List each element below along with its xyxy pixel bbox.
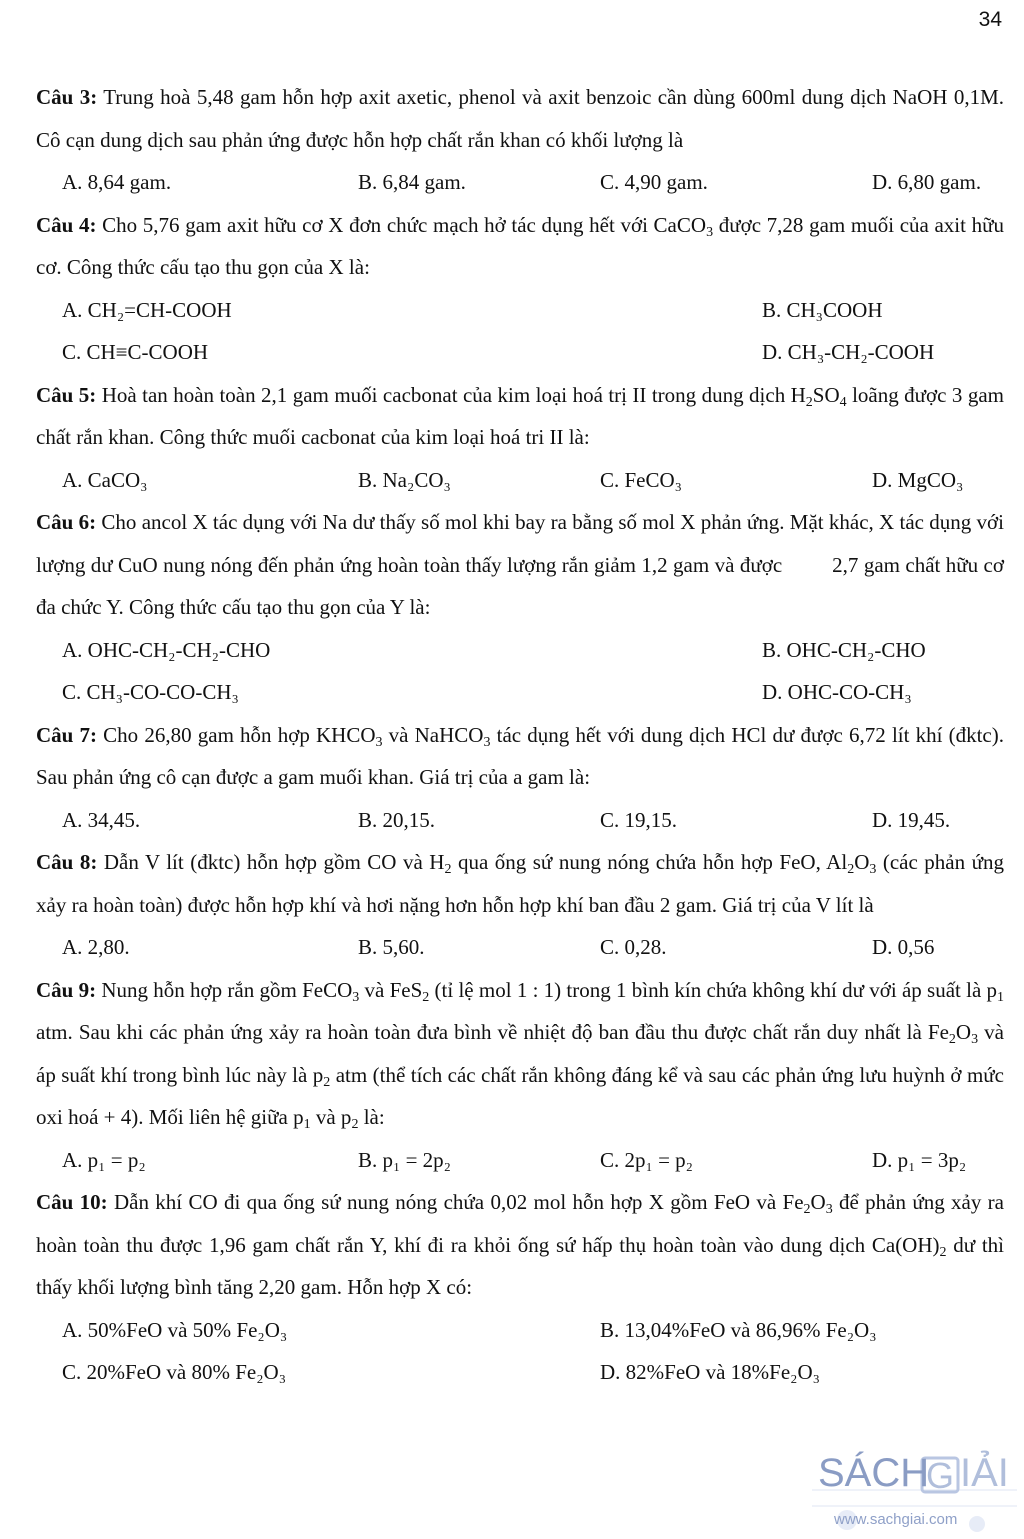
question-text: và FeS <box>359 977 423 1002</box>
question-4 <box>36 204 1004 289</box>
subscript: 2 <box>351 1117 359 1132</box>
question-label: Câu 9: <box>36 977 97 1002</box>
subscript: 1 <box>303 1117 311 1132</box>
option-b[interactable]: B. OHC-CH₂-CHO <box>762 637 926 662</box>
subscript: 3 <box>375 734 383 750</box>
question-text: 2,7 gam chất hữu cơ đa chức Y. Công thức cấu tạo thu gọn của Y là: <box>36 552 1004 619</box>
subscript: 3 <box>352 989 360 1005</box>
option-b[interactable]: B. 13,04%FeO và 86,96% Fe₂O₃ <box>600 1317 877 1342</box>
question-text: để phản ứng xảy ra hoàn toàn thu được 1,96 gam chất rắn Y, khí đi ra khỏi ống sứ hấp thụ hoàn toàn vào dung dịch Ca(OH) <box>36 1190 1004 1257</box>
question-text: atm (thể tích các chất rắn không đáng kể và sau các phản ứng lưu huỳnh ở mức oxi hoá + 4). Mối liên hệ giữa p <box>36 1062 1005 1129</box>
subscript: 2 <box>323 1074 331 1090</box>
subscript: 2 <box>422 989 430 1005</box>
question-text: và NaHCO <box>382 722 484 747</box>
option-b[interactable]: B. 6,84 gam. <box>358 170 466 194</box>
question-7 <box>36 714 1004 799</box>
answer-options <box>36 1351 1004 1394</box>
answer-options <box>36 289 1004 332</box>
subscript: 1 <box>997 989 1005 1005</box>
question-text: Cho ancol X tác dụng với Na dư thấy số mol khi bay ra bằng số mol X phản ứng. Mặt khác, X tác dụng với lượng dư CuO nung nóng đến phản ứng hoàn toàn thấy lượng rắn giảm 1,2 gam và được <box>36 510 1004 577</box>
option-d[interactable]: D. p₁ = 3p₂ <box>872 1147 967 1172</box>
question-text: Hoà tan hoàn toàn 2,1 gam muối cacbonat của kim loại hoá trị II trong dung dịch H <box>96 382 806 407</box>
question-text: loãng được 3 gam chất rắn khan. Công thức muối cacbonat của kim loại hoá tri II là: <box>36 382 1005 449</box>
option-a[interactable]: A. 34,45. <box>62 807 141 832</box>
question-text: tác dụng hết với dung dịch HCl dư được 6,72 lít khí (đktc). Sau phản ứng cô cạn được a gam muối khan. Giá trị của a gam là: <box>36 722 1004 789</box>
answer-options <box>36 161 1004 204</box>
question-text: là: <box>358 1105 385 1129</box>
question-text: dư thì thấy khối lượng bình tăng 2,20 gam. Hỗn hợp X có: <box>36 1232 1004 1299</box>
option-c[interactable]: C. 20%FeO và 80% Fe₂O₃ <box>62 1360 287 1384</box>
question-text: Dẫn khí CO đi qua ống sứ nung nóng chứa 0,02 mol hỗn hợp X gồm FeO và Fe <box>107 1190 804 1214</box>
option-b[interactable]: B. p₁ = 2p₂ <box>358 1147 451 1172</box>
option-c[interactable]: C. FeCO₃ <box>600 467 683 492</box>
answer-options <box>36 629 1004 672</box>
subscript: 2 <box>805 394 813 410</box>
question-text: qua ống sứ nung nóng chứa hỗn hợp FeO, Al <box>451 850 848 874</box>
question-text: và áp suất khí trong bình lúc này là p <box>36 1020 1004 1087</box>
question-label: Câu 4: <box>36 212 97 237</box>
option-a[interactable]: A. CH₂=CH-COOH <box>62 297 232 322</box>
question-text: O <box>854 850 870 874</box>
option-d[interactable]: D. 0,56 <box>872 935 935 959</box>
option-a[interactable]: A. CaCO₃ <box>62 467 148 492</box>
option-b[interactable]: B. 5,60. <box>358 935 425 959</box>
question-label: Câu 6: <box>36 510 97 534</box>
option-c[interactable]: C. 4,90 gam. <box>600 170 708 194</box>
question-6 <box>36 501 1004 629</box>
option-b[interactable]: B. CH₃COOH <box>762 297 883 322</box>
svg-text:IẢI: IẢI <box>960 1451 1009 1495</box>
option-c[interactable]: C. 19,15. <box>600 807 678 832</box>
subscript: 3 <box>869 862 877 877</box>
option-d[interactable]: D. 19,45. <box>872 807 951 832</box>
question-text: O <box>955 1020 972 1044</box>
question-text: (các phản ứng xảy ra hoàn toàn) được hỗn hợp khí và hơi nặng hơn hỗn hợp khí ban đầu 2 gam. Giá trị của V lít là <box>36 850 1005 917</box>
question-text: Nung hỗn hợp rắn gồm FeCO <box>96 977 353 1002</box>
question-5 <box>36 374 1004 459</box>
sachgiai-logo <box>812 1432 1022 1532</box>
option-d[interactable]: D. 6,80 gam. <box>872 170 982 194</box>
subscript: 3 <box>483 734 491 750</box>
subscript: 2 <box>803 1202 811 1217</box>
question-8 <box>36 841 1004 926</box>
answer-options <box>36 331 1004 374</box>
option-a[interactable]: A. 50%FeO và 50% Fe₂O₃ <box>62 1317 288 1342</box>
subscript: 2 <box>847 862 855 877</box>
question-label: Câu 10: <box>36 1190 108 1214</box>
subscript: 3 <box>825 1202 833 1217</box>
question-label: Câu 5: <box>36 382 97 407</box>
question-label: Câu 8: <box>36 850 98 874</box>
question-label: Câu 7: <box>36 722 97 747</box>
question-text: Trung hoà 5,48 gam hỗn hợp axit axetic, phenol và axit benzoic cần dùng 600ml dung dịch NaOH 0,1M. Cô cạn dung dịch sau phản ứng được hỗn hợp chất rắn khan có khối lượng là <box>36 85 1004 152</box>
question-text: (tỉ lệ mol 1 : 1) trong 1 bình kín chứa không khí dư với áp suất là p <box>429 977 998 1002</box>
subscript: 2 <box>948 1032 956 1047</box>
question-text: Cho 26,80 gam hỗn hợp KHCO <box>97 722 376 747</box>
question-text: được 7,28 gam muối của axit hữu cơ. Công thức cấu tạo thu gọn của X là: <box>36 212 1005 279</box>
option-d[interactable]: D. 82%FeO và 18%Fe₂O₃ <box>600 1360 820 1384</box>
question-text: Cho 5,76 gam axit hữu cơ X đơn chức mạch hở tác dụng hết với CaCO <box>96 212 707 237</box>
question-10 <box>36 1181 1004 1309</box>
subscript: 3 <box>706 224 714 240</box>
option-b[interactable]: B. Na₂CO₃ <box>358 467 451 492</box>
option-a[interactable]: A. p₁ = p₂ <box>62 1147 146 1172</box>
option-d[interactable]: D. MgCO₃ <box>872 467 964 492</box>
option-d[interactable]: D. CH₃-CH₂-COOH <box>762 340 935 364</box>
question-9 <box>36 969 1004 1139</box>
option-d[interactable]: D. OHC-CO-CH₃ <box>762 680 912 704</box>
subscript: 3 <box>971 1032 979 1047</box>
option-c[interactable]: C. CH≡C-COOH <box>62 340 209 364</box>
answer-options <box>36 1139 1004 1182</box>
question-text: Dẫn V lít (đktc) hỗn hợp gồm CO và H <box>97 850 445 874</box>
question-text: SO <box>812 382 840 407</box>
question-sheet <box>36 76 1004 1394</box>
option-c[interactable]: C. 0,28. <box>600 935 667 959</box>
option-c[interactable]: C. 2p₁ = p₂ <box>600 1147 693 1172</box>
option-a[interactable]: A. 2,80. <box>62 935 130 959</box>
option-b[interactable]: B. 20,15. <box>358 807 436 832</box>
subscript: 2 <box>939 1244 947 1260</box>
subscript: 2 <box>444 862 452 877</box>
page-number: 34 <box>978 8 1002 31</box>
logo-url: www.sachgiai.com <box>834 1511 958 1528</box>
option-a[interactable]: A. OHC-CH₂-CH₂-CHO <box>62 637 271 662</box>
answer-options <box>36 671 1004 714</box>
question-text: và p <box>310 1105 352 1129</box>
option-a[interactable]: A. 8,64 gam. <box>62 170 172 194</box>
option-c[interactable]: C. CH₃-CO-CO-CH₃ <box>62 680 239 704</box>
question-3 <box>36 76 1004 161</box>
answer-options <box>36 1309 1004 1352</box>
answer-options <box>36 799 1004 842</box>
answer-options <box>36 926 1004 969</box>
question-text: O <box>810 1190 826 1214</box>
svg-text:G: G <box>926 1455 955 1496</box>
question-text: atm. Sau khi các phản ứng xảy ra hoàn toàn đưa bình về nhiệt độ ban đầu thu được chất rắn duy nhất là Fe <box>36 1020 949 1044</box>
answer-options <box>36 459 1004 502</box>
question-label: Câu 3: <box>36 85 98 109</box>
logo-wordmark: SÁCH <box>818 1451 930 1495</box>
subscript: 4 <box>839 394 847 410</box>
